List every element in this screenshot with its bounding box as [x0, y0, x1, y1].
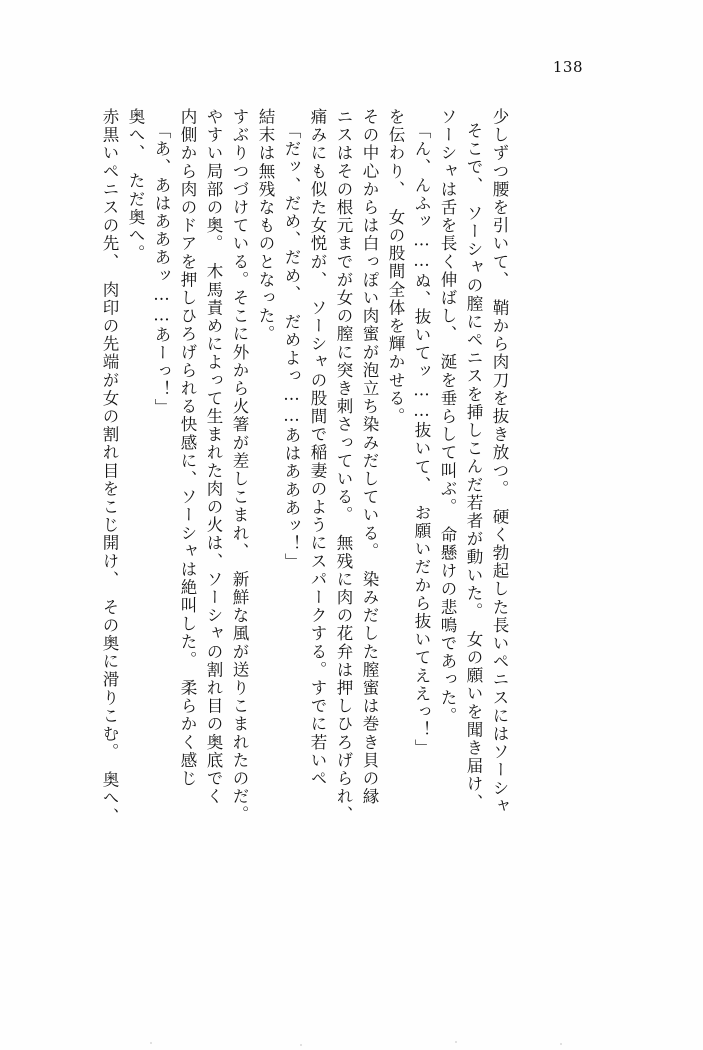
text-column: 赤黒いペニスの先、 肉印の先端が女の割れ目をこじ開け、 その奥に滑りこむ。 奥へ、: [100, 108, 119, 826]
text-column: すぶりつづけている。そこに外から火箸が差しこまれ、 新鮮な風が送りこまれたのだ。: [230, 108, 249, 824]
body-text-columns: [91, 108, 651, 988]
text-column: 痛みにも似た女悦が、 ソーシャの股間で稲妻のようにスパークする。すでに若いペ: [308, 108, 327, 788]
text-column: 「あ、あはあああッ……あーっ！」: [152, 122, 171, 417]
page-bottom-edge: [0, 1032, 703, 1050]
text-column: 「ん、んふッ……ぬ、抜いてッ……抜いて、 お願いだから抜いてええっ！」: [412, 122, 431, 758]
text-column: 内側から肉のドアを押しひろげられる快感に、ソーシャは絶叫した。 柔らかく感じ: [178, 108, 197, 788]
text-column: を伝わり、 女の股間全体を輝かせる。: [386, 108, 405, 426]
text-column: ソーシャは舌を長く伸ばし、 涎を垂らして叫ぶ。 命懸けの悲鳴であった。: [438, 108, 457, 725]
text-column: 「だッ、だめ、だめ、 だめよっ……あはあああッ！」: [282, 122, 301, 572]
text-column: 結末は無残なものとなった。: [256, 108, 275, 344]
page-number: 138: [552, 58, 583, 76]
text-column: ニスはその根元までが女の膣に突き刺さっている。 無残に肉の花弁は押しひろげられ、: [334, 108, 353, 824]
text-column: 奥へ、 ただ奥へ。: [126, 108, 145, 263]
text-column: やすい局部の奥。 木馬責めによって生まれた肉の火は、ソーシャの割れ目の奥底でく: [204, 108, 223, 806]
text-column: その中心からは白っぽい肉蜜が泡立ち染みだしている。 染みだした膣蜜は巻き貝の縁: [360, 108, 379, 806]
text-column: そこで、 ソーシャの膣にペニスを挿しこんだ若者が動いた。 女の願いを聞き届け、: [464, 122, 483, 812]
text-column: 少しずつ腰を引いて、 鞘から肉刀を抜き放つ。 硬く勃起した長いペニスにはソーシャ: [490, 108, 509, 816]
